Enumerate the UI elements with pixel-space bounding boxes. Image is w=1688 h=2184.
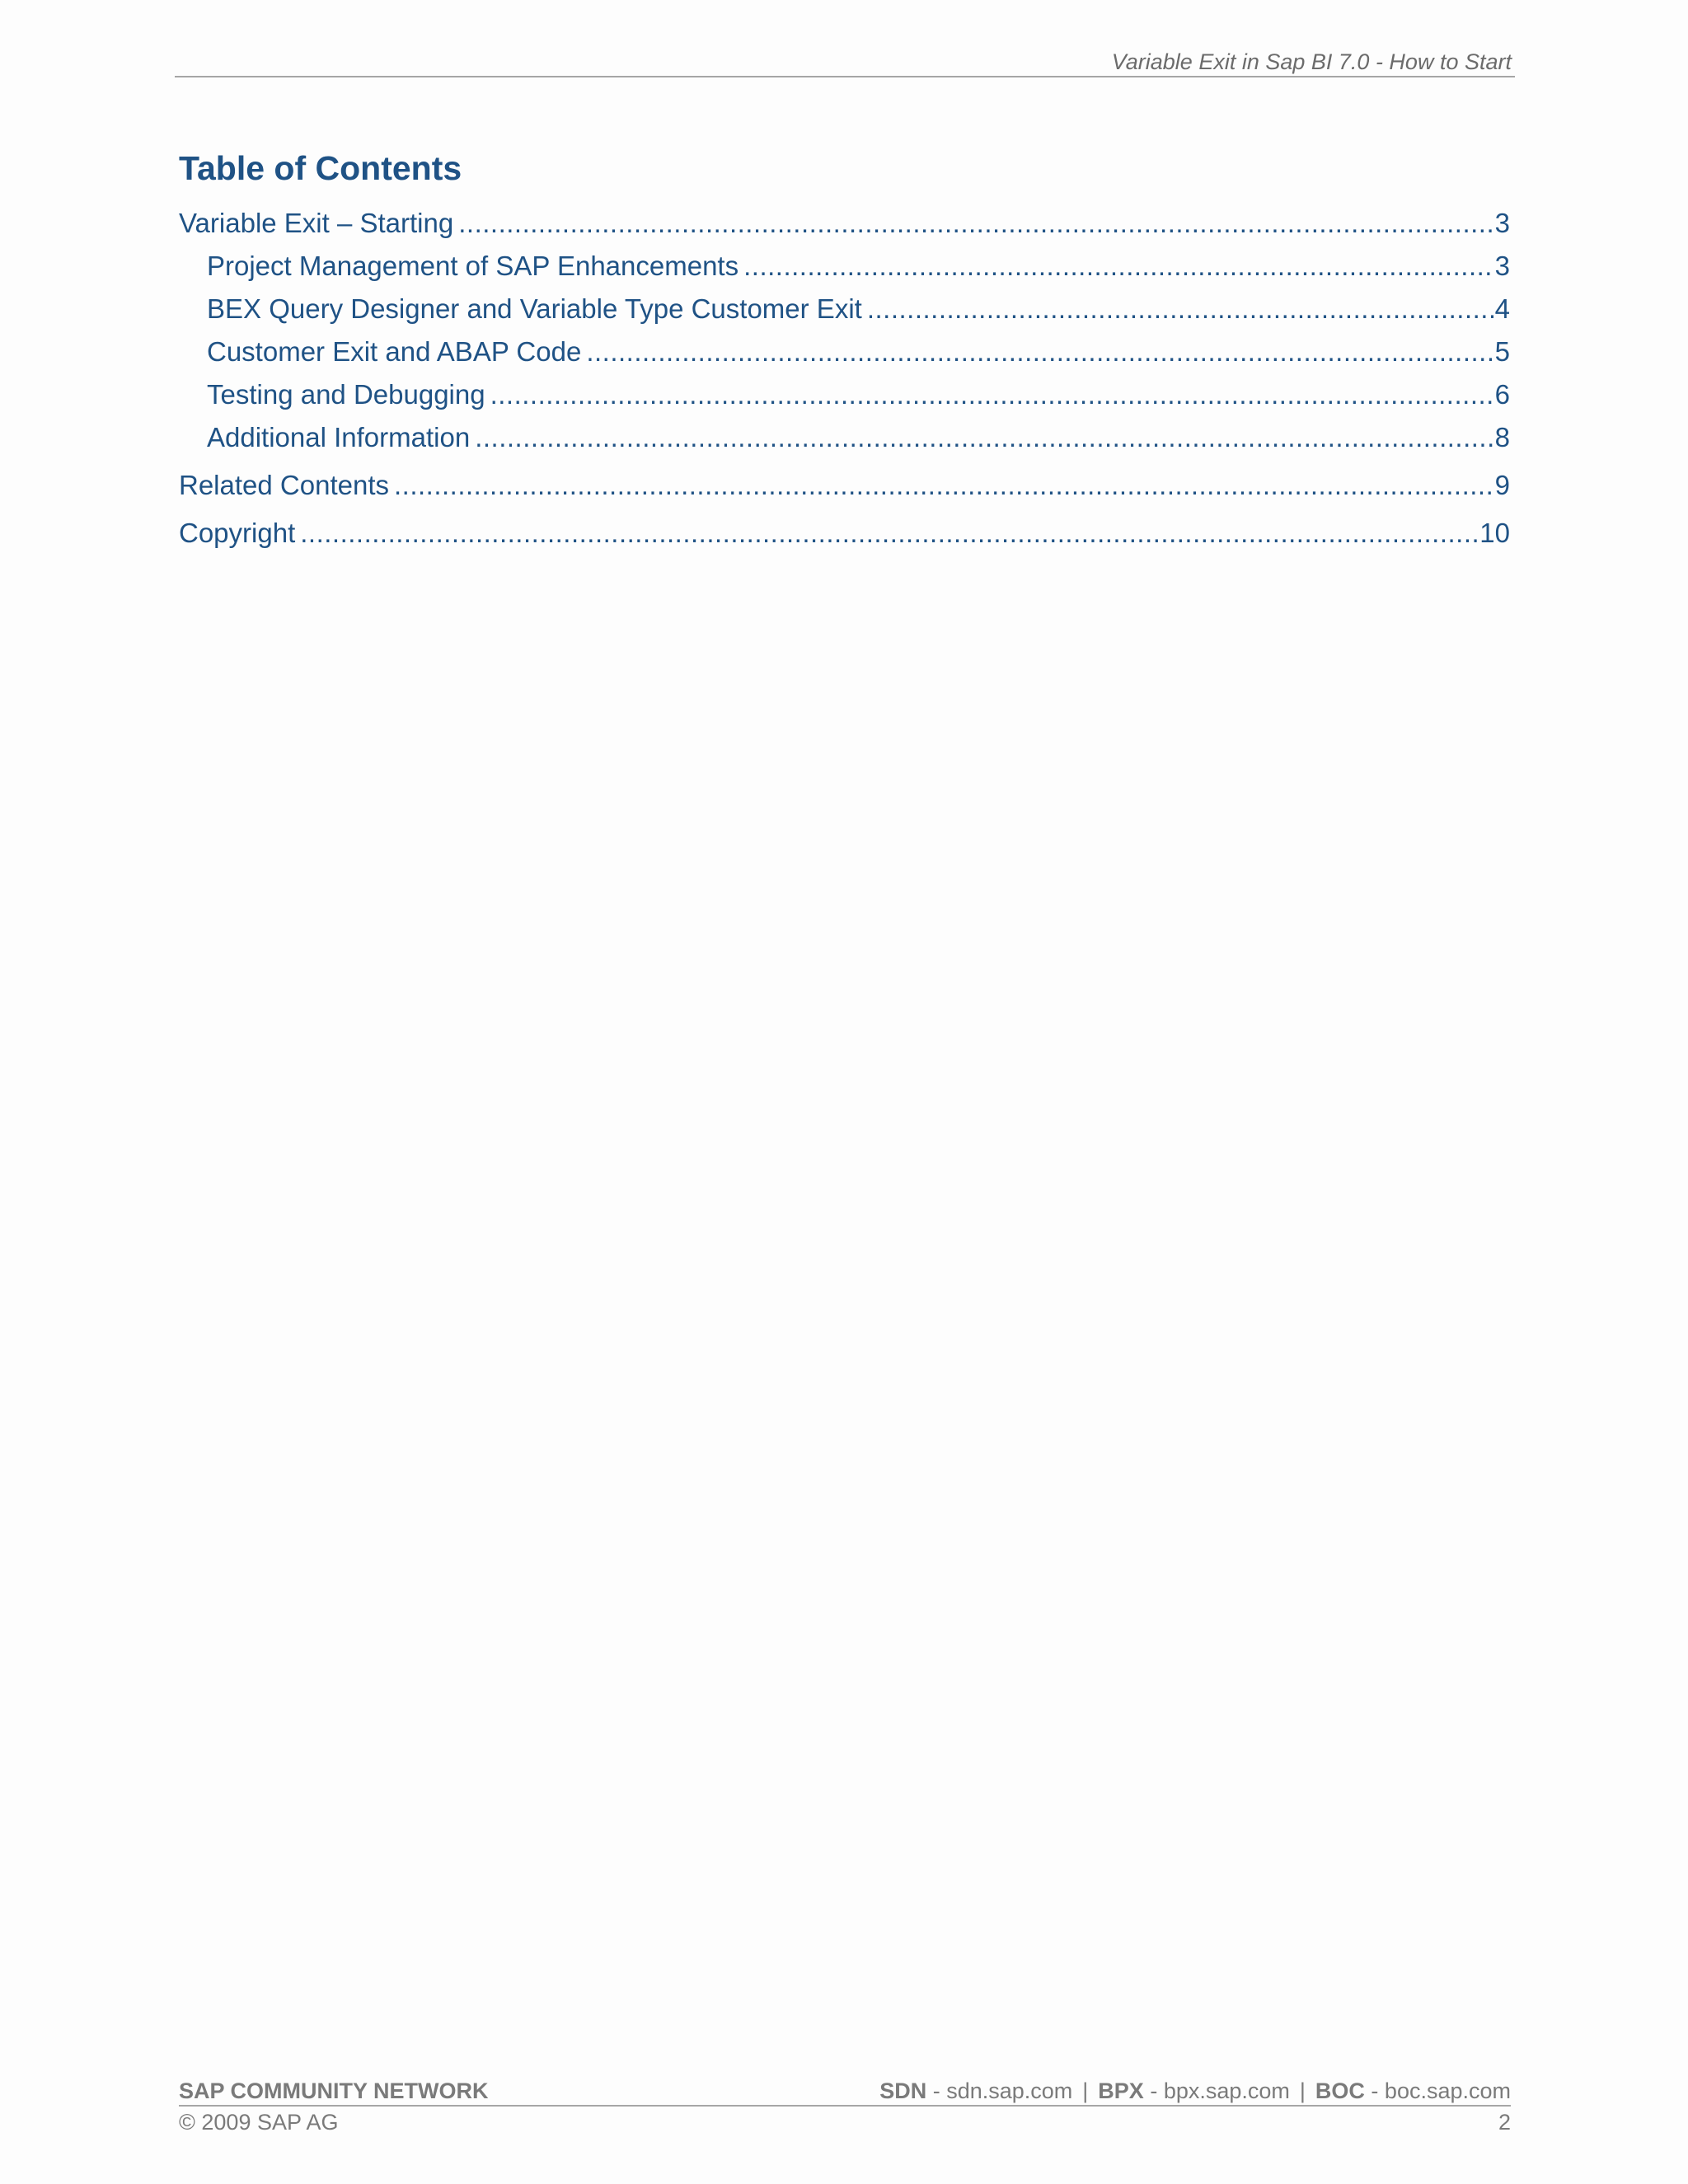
toc-entry-testing-debugging[interactable] bbox=[207, 373, 1510, 408]
toc-entry-related-contents[interactable] bbox=[179, 464, 1510, 499]
toc-entry-title: Additional Information bbox=[207, 422, 471, 452]
toc-entry-title: Testing and Debugging bbox=[207, 379, 485, 410]
footer-separator: | bbox=[1082, 2079, 1089, 2103]
toc-page-number: 4 bbox=[1494, 293, 1510, 324]
footer-site-url: sdn.sap.com bbox=[946, 2079, 1073, 2103]
toc-entry-title: Copyright bbox=[179, 518, 296, 548]
toc-entry-project-management[interactable] bbox=[207, 245, 1510, 279]
toc-heading: Table of Contents bbox=[179, 149, 462, 187]
toc-dot-leader bbox=[475, 424, 1493, 451]
footer-site-url: boc.sap.com bbox=[1384, 2079, 1511, 2103]
toc-entry-additional-information[interactable] bbox=[207, 416, 1510, 451]
toc-page-number: 3 bbox=[1494, 208, 1510, 238]
footer-site-label: BPX bbox=[1098, 2079, 1144, 2103]
toc-entry-bex-query-designer[interactable] bbox=[207, 288, 1510, 322]
footer-copyright: © 2009 SAP AG bbox=[179, 2110, 339, 2135]
toc-entry-title: BEX Query Designer and Variable Type Customer Exit bbox=[207, 293, 862, 324]
toc-page-number: 5 bbox=[1494, 336, 1510, 367]
toc-page-number: 8 bbox=[1494, 422, 1510, 452]
footer-site-url: bpx.sap.com bbox=[1163, 2079, 1290, 2103]
toc-entry-customer-exit-abap[interactable] bbox=[207, 330, 1510, 365]
toc-entry-title: Variable Exit – Starting bbox=[179, 208, 454, 238]
toc-entry-title: Related Contents bbox=[179, 470, 389, 500]
toc-dot-leader bbox=[300, 519, 1478, 546]
running-title: Variable Exit in Sap BI 7.0 - How to Start bbox=[1111, 49, 1512, 74]
footer-bottom bbox=[179, 2110, 1511, 2136]
footer-site-label: BOC bbox=[1315, 2079, 1365, 2103]
toc-dot-leader bbox=[586, 338, 1493, 365]
toc-page-number: 3 bbox=[1494, 251, 1510, 281]
footer-site-links bbox=[879, 2079, 1511, 2104]
toc-entry-title: Project Management of SAP Enhancements bbox=[207, 251, 739, 281]
footer-site-sdn[interactable]: SDN - sdn.sap.com bbox=[879, 2079, 1073, 2103]
toc-dot-leader bbox=[743, 252, 1493, 279]
footer-site-boc[interactable]: BOC - boc.sap.com bbox=[1315, 2079, 1511, 2103]
footer-page-number: 2 bbox=[1498, 2110, 1511, 2135]
footer-site-bpx[interactable]: BPX - bpx.sap.com bbox=[1098, 2079, 1290, 2103]
footer-network-name: SAP COMMUNITY NETWORK bbox=[179, 2079, 489, 2103]
footer-separator: | bbox=[1299, 2079, 1306, 2103]
toc-entry-title: Customer Exit and ABAP Code bbox=[207, 336, 582, 367]
toc-page-number: 10 bbox=[1479, 518, 1510, 548]
page-header bbox=[175, 46, 1515, 77]
toc-entry-variable-exit-starting[interactable] bbox=[179, 202, 1510, 237]
toc-dot-leader bbox=[490, 381, 1493, 408]
toc-dot-leader bbox=[458, 209, 1493, 237]
toc-dot-leader bbox=[867, 295, 1493, 322]
toc-page-number: 9 bbox=[1494, 470, 1510, 500]
footer-site-label: SDN bbox=[879, 2079, 927, 2103]
toc-entry-copyright[interactable] bbox=[179, 512, 1510, 546]
footer-top bbox=[179, 2079, 1511, 2107]
toc-page-number: 6 bbox=[1494, 379, 1510, 410]
toc-dot-leader bbox=[394, 471, 1493, 499]
